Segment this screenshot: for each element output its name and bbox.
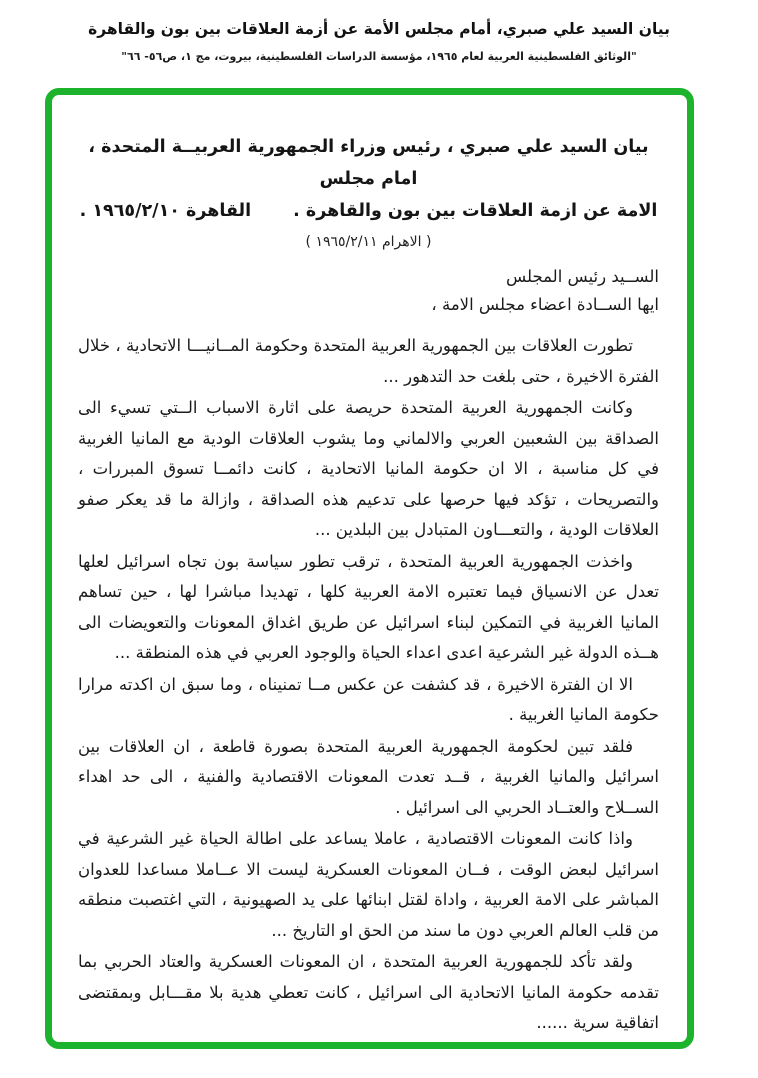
paragraph: واخذت الجمهورية العربية المتحدة ، ترقب تطور سياسة بون تجاه اسرائيل لعلها تعدل عن الانسياق فيما تعتبره الامة العربية كلها ، تهديدا مباشرا لها ، حين تساهم المانيا الغربية في التمكين لبناء اسرائيل عن طريق اغداق المعونات والتعويضات الى هــذه الدولة غير الشرعية اعدى اعداء الحياة والوجود العربي في هذه المنطقة ... [78,551,659,662]
paragraph: واذا كانت المعونات الاقتصادية ، عاملا يساعد على اطالة الحياة غير الشرعية في اسرائيل لبعض الوقت ، فــان المعونات العسكرية ليست الا عــاملا مساعدا للعدوان المباشر على الامة العربية ، واداة لقتل ابنائها على يد الصهيونية ، التي اغتصبت منطقه من قلب العالم العربي دون ما سند من الحق او التاريخ ... [78,829,659,940]
document-heading-date: القاهرة ١٩٦٥/٢/١٠ . [79,201,252,221]
document-heading-line2-right: الامة عن ازمة العلاقات بين بون والقاهرة . [293,201,658,221]
paragraph: تطورت العلاقات بين الجمهورية العربية المتحدة وحكومة المــانيـــا الاتحادية ، خلال الفترة الاخيرة ، حتى بلغت حد التدهور ... [78,336,659,386]
salutation-block [78,263,659,319]
document-heading-line1: بيان السيد علي صبري ، رئيس وزراء الجمهورية العربيــة المتحدة ، امام مجلس [88,137,649,189]
paragraph: الا ان الفترة الاخيرة ، قد كشفت عن عكس مــا تمنيناه ، وما سبق ان اكدته مرارا حكومة المانيا الغربية . [78,674,659,724]
salutation-line-president: الســيد رئيس المجلس [505,267,659,286]
scanned-document [78,131,659,1039]
paragraph: ولقد تأكد للجمهورية العربية المتحدة ، ان المعونات العسكرية والعتاد الحربي بما تقدمه حكومة المانيا الاتحادية الى اسرائيل ، كانت تعطي هدية بلا مقـــابل وبمقتضى اتفاقية سرية ...... [78,952,659,1032]
document-heading-line2 [78,195,659,227]
document-heading [78,131,659,227]
paragraph: فلقد تبين لحكومة الجمهورية العربية المتحدة بصورة قاطعة ، ان العلاقات بين اسرائيل والمانيا الغربية ، قــد تعدت المعونات الاقتصادية والفنية ، الى حد اهداء الســلاح والعتــاد الحربي الى اسرائيل . [78,736,659,817]
document-body [78,331,659,1039]
document-source-line: ( الاهرام ١٩٦٥/٢/١١ ) [305,234,432,250]
salutation-line-members: ايها الســادة اعضاء مجلس الامة ، [431,295,659,314]
document-highlight-frame [45,88,694,1049]
page-title: بيان السيد علي صبري، أمام مجلس الأمة عن أزمة العلاقات بين بون والقاهرة [88,20,670,38]
paragraph: وكانت الجمهورية العربية المتحدة حريصة على اثارة الاسباب الــتي تسيء الى الصداقة بين الشعبين العربي والالماني وما يشوب العلاقات الودية مع المانيا الغربية في كل مناسبة ، الا ان حكومة المانيا الاتحادية ، كانت دائمــا تسوق المبررات ، والتصريحات ، تؤكد فيها حرصها على تدعيم هذه الصداقة ، وازالة ما قد يعكر صفو العلاقات الودية ، والتعـــاون المتبادل بين البلدين ... [78,398,659,539]
page-source-citation: "الوثائق الفلسطينية العربية لعام ١٩٦٥، مؤسسة الدراسات الفلسطينية، بيروت، مج ١، ص٥٦- ٦٦" [121,50,637,63]
